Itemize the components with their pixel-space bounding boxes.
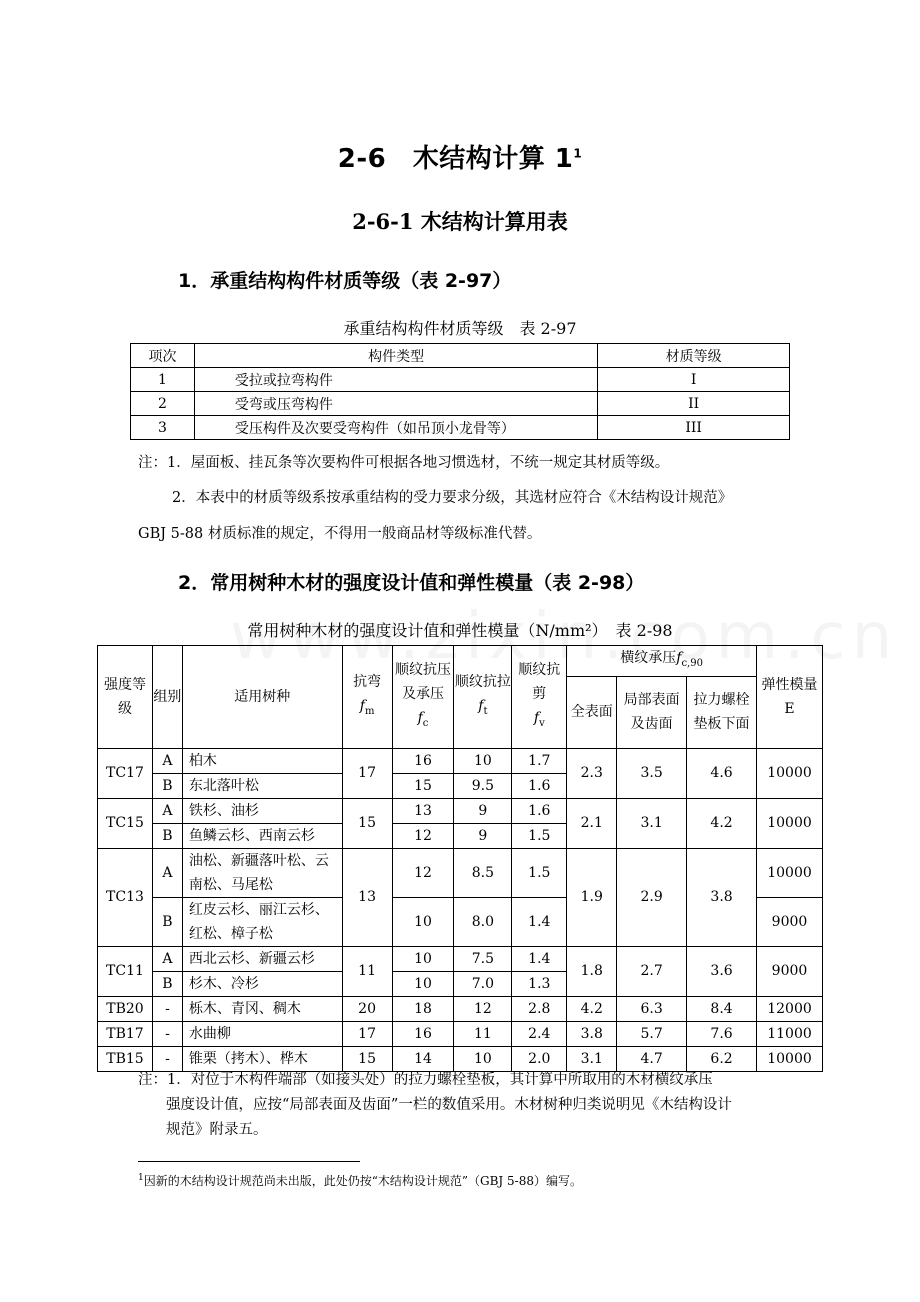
grade-cell: TB15 <box>98 1046 153 1071</box>
table-cell: 1.3 <box>512 971 567 996</box>
group-cell: - <box>152 1021 182 1046</box>
header-cell: 组别 <box>152 646 182 749</box>
table-cell: 3 <box>131 416 195 440</box>
species-cell: 柏木 <box>182 748 342 773</box>
header-cell: 项次 <box>131 344 195 368</box>
table-cell: 5.7 <box>617 1021 687 1046</box>
header-cell: 强度等级 <box>98 646 153 749</box>
table97-note-3: GBJ 5-88 材质标准的规定，不得用一般商品材等级标准代替。 <box>138 526 542 542</box>
section2-heading: 2．常用树种木材的强度设计值和弹性模量（表 2-98） <box>178 572 645 594</box>
group-cell: A <box>152 798 182 823</box>
table-cell: 15 <box>342 798 392 848</box>
table-cell: 1.8 <box>567 946 617 996</box>
table-cell: 12000 <box>756 996 822 1021</box>
header-cell: 适用树种 <box>182 646 342 749</box>
species-cell: 栎木、青冈、稠木 <box>182 996 342 1021</box>
table-cell: 1 <box>131 368 195 392</box>
table-cell: 受压构件及次要受弯构件（如吊顶小龙骨等） <box>194 416 597 440</box>
table-cell: 11 <box>342 946 392 996</box>
table-cell: 16 <box>392 748 454 773</box>
table-cell: 18 <box>392 996 454 1021</box>
table-cell: 3.6 <box>687 946 757 996</box>
table-cell: I <box>598 368 790 392</box>
table-cell: 7.6 <box>687 1021 757 1046</box>
table-cell: 15 <box>342 1046 392 1071</box>
table-cell: 17 <box>342 748 392 798</box>
footnote-divider <box>138 1161 360 1162</box>
table-cell: 2.1 <box>567 798 617 848</box>
table-cell: 1.9 <box>567 848 617 946</box>
group-cell: B <box>152 897 182 946</box>
table-cell: 1.4 <box>512 946 567 971</box>
header-cell: 全表面 <box>567 676 617 748</box>
footnote-mark: 1 <box>138 1173 144 1183</box>
table-cell: 1.4 <box>512 897 567 946</box>
table-cell: 9.5 <box>454 773 512 798</box>
table-cell: 2.8 <box>512 996 567 1021</box>
grade-cell: TC17 <box>98 748 153 798</box>
header-cell: 局部表面及齿面 <box>617 676 687 748</box>
species-cell: 铁杉、油杉 <box>182 798 342 823</box>
table-cell: 4.2 <box>687 798 757 848</box>
table-cell: 4.2 <box>567 996 617 1021</box>
table-cell: 10000 <box>756 798 822 848</box>
species-cell: 水曲柳 <box>182 1021 342 1046</box>
grade-cell: TC11 <box>98 946 153 996</box>
table-cell: 2.0 <box>512 1046 567 1071</box>
table-cell: 1.7 <box>512 748 567 773</box>
table-cell: 3.1 <box>617 798 687 848</box>
table-2-97 <box>130 343 790 440</box>
table-cell: 2.7 <box>617 946 687 996</box>
table-cell: 17 <box>342 1021 392 1046</box>
header-cell: 弹性模量E <box>756 646 822 749</box>
header-cell: 构件类型 <box>194 344 597 368</box>
table-cell: 6.3 <box>617 996 687 1021</box>
table-cell: 1.5 <box>512 848 567 897</box>
table-cell: 受弯或压弯构件 <box>194 392 597 416</box>
table-cell: 8.5 <box>454 848 512 897</box>
table-row <box>98 1021 823 1046</box>
table-cell: 15 <box>392 773 454 798</box>
table-cell: 10 <box>392 946 454 971</box>
table-cell: III <box>598 416 790 440</box>
table98-note-3: 规范》附录五。 <box>166 1122 268 1138</box>
table-cell: 7.5 <box>454 946 512 971</box>
table-cell: 9 <box>454 823 512 848</box>
table-cell: 2.4 <box>512 1021 567 1046</box>
header-cell: 横纹承压$f_{c,90}$ <box>567 646 757 677</box>
table-header-row <box>98 646 823 677</box>
table-cell: 7.0 <box>454 971 512 996</box>
table-cell: 13 <box>392 798 454 823</box>
group-cell: - <box>152 996 182 1021</box>
table-cell: 8.0 <box>454 897 512 946</box>
table-cell: 4.6 <box>687 748 757 798</box>
footnote-ref: 1 <box>573 146 583 161</box>
table-cell: 13 <box>342 848 392 946</box>
table-cell: 12 <box>454 996 512 1021</box>
group-cell: B <box>152 971 182 996</box>
table98-note-2: 强度设计值，应按“局部表面及齿面”一栏的数值采用。木材树种归类说明见《木结构设计 <box>166 1097 732 1113</box>
table-cell: 14 <box>392 1046 454 1071</box>
table-cell: 10000 <box>756 1046 822 1071</box>
table-cell: 9 <box>454 798 512 823</box>
group-cell: B <box>152 773 182 798</box>
section-subtitle: 2-6-1 木结构计算用表 <box>352 209 568 234</box>
table-cell: 9000 <box>756 897 822 946</box>
table98-caption: 常用树种木材的强度设计值和弹性模量（N/mm²） 表 2-98 <box>247 621 673 640</box>
table-cell: 10 <box>454 748 512 773</box>
table-cell: 1.5 <box>512 823 567 848</box>
table-header-row <box>131 344 790 368</box>
grade-cell: TC15 <box>98 798 153 848</box>
species-cell: 东北落叶松 <box>182 773 342 798</box>
table-cell: 3.8 <box>687 848 757 946</box>
species-cell: 杉木、冷杉 <box>182 971 342 996</box>
species-cell: 西北云杉、新疆云杉 <box>182 946 342 971</box>
group-cell: B <box>152 823 182 848</box>
table-row <box>98 798 823 823</box>
table-cell: 10 <box>392 971 454 996</box>
header-cell: 顺纹抗压及承压 $f_c$ <box>392 646 454 749</box>
grade-cell: TB20 <box>98 996 153 1021</box>
table97-caption: 承重结构构件材质等级 表 2-97 <box>343 319 577 338</box>
species-cell: 油松、新疆落叶松、云南松、马尾松 <box>182 848 342 897</box>
header-cell: 顺纹抗剪 $f_v$ <box>512 646 567 749</box>
table97-note-1: 注：1．屋面板、挂瓦条等次要构件可根据各地习惯选材，不统一规定其材质等级。 <box>138 455 670 471</box>
table-cell: 3.5 <box>617 748 687 798</box>
table98-note-1: 注：1．对位于木构件端部（如接头处）的拉力螺栓垫板，其计算中所取用的木材横纹承压 <box>138 1072 713 1088</box>
header-cell: 顺纹抗拉 $f_t$ <box>454 646 512 749</box>
group-cell: A <box>152 848 182 897</box>
group-cell: A <box>152 946 182 971</box>
table-row <box>98 848 823 897</box>
table97-note-2: 2．本表中的材质等级系按承重结构的受力要求分级，其选材应符合《木结构设计规范》 <box>172 490 733 506</box>
table-cell: 9000 <box>756 946 822 996</box>
table-cell: 2.3 <box>567 748 617 798</box>
table-cell: II <box>598 392 790 416</box>
table-cell: 2 <box>131 392 195 416</box>
table-cell: 11 <box>454 1021 512 1046</box>
table-cell: 16 <box>392 1021 454 1046</box>
table-cell: 10000 <box>756 748 822 798</box>
table-cell: 12 <box>392 823 454 848</box>
table-cell: 6.2 <box>687 1046 757 1071</box>
table-cell: 10000 <box>756 848 822 897</box>
table-row <box>98 748 823 773</box>
table-cell: 2.9 <box>617 848 687 946</box>
table-cell: 11000 <box>756 1021 822 1046</box>
table-cell: 4.7 <box>617 1046 687 1071</box>
header-cell: 抗弯 $f_m$ <box>342 646 392 749</box>
table-cell: 1.6 <box>512 798 567 823</box>
species-cell: 鱼鳞云杉、西南云杉 <box>182 823 342 848</box>
table-cell: 10 <box>454 1046 512 1071</box>
page-title: 2-6 木结构计算 $1^1$ <box>337 144 583 174</box>
table-cell: 12 <box>392 848 454 897</box>
header-cell: 材质等级 <box>598 344 790 368</box>
table-cell: 3.1 <box>567 1046 617 1071</box>
table-cell: 8.4 <box>687 996 757 1021</box>
species-cell: 锥栗（拷木）、桦木 <box>182 1046 342 1071</box>
table-cell: 20 <box>342 996 392 1021</box>
group-cell: A <box>152 748 182 773</box>
table-row <box>98 996 823 1021</box>
table-2-98 <box>97 645 823 1072</box>
grade-cell: TB17 <box>98 1021 153 1046</box>
table-row <box>98 946 823 971</box>
table-row <box>131 416 790 440</box>
species-cell: 红皮云杉、丽江云杉、红松、樟子松 <box>182 897 342 946</box>
group-cell: - <box>152 1046 182 1071</box>
table-row <box>131 368 790 392</box>
section1-heading: 1．承重结构构件材质等级（表 2-97） <box>178 270 512 292</box>
table-cell: 受拉或拉弯构件 <box>194 368 597 392</box>
header-cell: 拉力螺栓垫板下面 <box>687 676 757 748</box>
footnote <box>138 1172 582 1189</box>
table-cell: 10 <box>392 897 454 946</box>
footnote-text: 因新的木结构设计规范尚未出版，此处仍按“木结构设计规范”（GBJ 5-88）编写。 <box>143 1174 582 1188</box>
grade-cell: TC13 <box>98 848 153 946</box>
table-cell: 3.8 <box>567 1021 617 1046</box>
table-cell: 1.6 <box>512 773 567 798</box>
table-row <box>131 392 790 416</box>
